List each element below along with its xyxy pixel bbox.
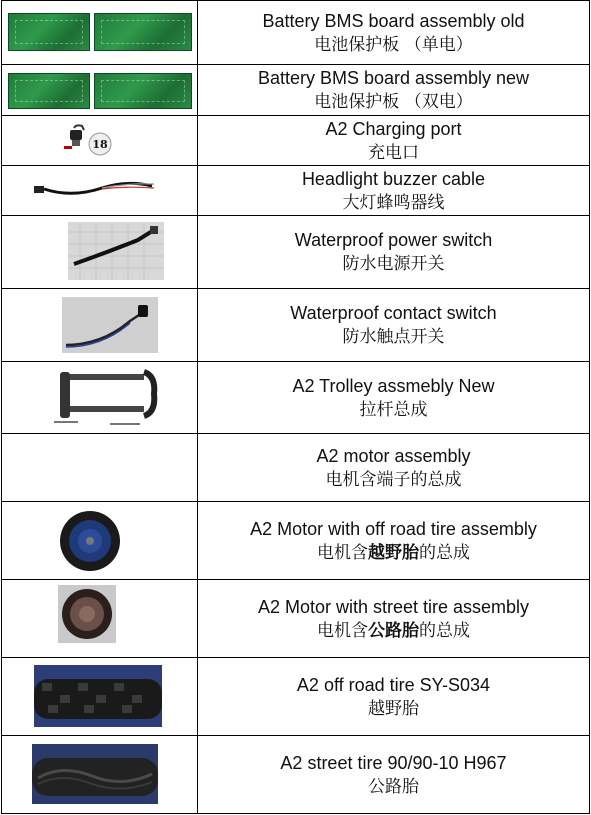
description-cell: [198, 116, 590, 166]
table-row: [2, 580, 590, 658]
chinese-name: 大灯蜂鸣器线: [342, 192, 445, 213]
description-cell: [198, 216, 590, 289]
street-tire-photo: [32, 744, 158, 804]
description-cell: [198, 434, 590, 502]
trolley-photo: [50, 366, 160, 430]
buzzer-cable-photo: [32, 174, 162, 204]
bms-board-old-photo: [94, 13, 192, 51]
image-cell: [2, 216, 198, 289]
description-cell: [198, 166, 590, 216]
description-cell: [198, 580, 590, 658]
chinese-name: 电池保护板 （单电）: [314, 34, 473, 55]
chinese-name: 越野胎: [368, 698, 419, 719]
street-motor-photo: [58, 585, 116, 643]
contact-switch-photo: [62, 297, 158, 353]
image-cell: [2, 116, 198, 166]
table-row: [2, 65, 590, 116]
bms-board-new-photo: [94, 73, 192, 109]
chinese-name: 防水触点开关: [342, 327, 445, 347]
english-name: A2 Motor with street tire assembly: [257, 596, 530, 617]
table-row: [2, 166, 590, 216]
image-cell: [2, 1, 198, 65]
bms-board-old-photo: [8, 13, 90, 51]
table-row: [2, 502, 590, 580]
chinese-name: 电机含公路胎的总成: [317, 620, 470, 641]
description-cell: [198, 658, 590, 736]
offroad-motor-photo: [58, 509, 122, 573]
english-name: Headlight buzzer cable: [301, 168, 486, 189]
chinese-name: 电池保护板 （双电）: [314, 92, 473, 112]
charging-port-badge: 18: [92, 138, 108, 151]
chinese-name: 充电口: [368, 142, 419, 163]
chinese-name: 电机含端子的总成: [325, 469, 462, 490]
description-cell: [198, 502, 590, 580]
english-name: A2 Charging port: [325, 118, 462, 139]
english-name: Battery BMS board assembly new: [257, 68, 530, 88]
chinese-name: 电机含越野胎的总成: [317, 542, 470, 563]
parts-table: [1, 0, 590, 814]
image-cell: [2, 65, 198, 116]
english-name: A2 Trolley assmebly New: [292, 375, 495, 396]
power-switch-photo: [68, 222, 164, 280]
english-name: Waterproof power switch: [294, 230, 493, 250]
description-cell: [198, 289, 590, 362]
english-name: A2 motor assembly: [316, 445, 471, 466]
description-cell: [198, 362, 590, 434]
english-name: A2 Motor with off road tire assembly: [250, 518, 537, 539]
chinese-name: 防水电源开关: [342, 254, 445, 274]
image-cell: [2, 580, 198, 658]
description-cell: [198, 736, 590, 814]
image-cell: [2, 289, 198, 362]
table-row: [2, 434, 590, 502]
table-row: [2, 736, 590, 814]
offroad-tire-photo: [34, 665, 162, 727]
table-row: [2, 362, 590, 434]
english-name: Battery BMS board assembly old: [262, 10, 525, 31]
chinese-name: 公路胎: [368, 776, 419, 797]
english-name: A2 off road tire SY-S034: [296, 674, 491, 695]
image-cell: [2, 166, 198, 216]
image-cell: [2, 362, 198, 434]
image-cell: [2, 658, 198, 736]
description-cell: [198, 65, 590, 116]
image-cell: [2, 736, 198, 814]
table-row: [2, 658, 590, 736]
english-name: Waterproof contact switch: [290, 303, 497, 323]
table-row: [2, 216, 590, 289]
image-cell: [2, 434, 198, 502]
table-row: [2, 289, 590, 362]
table-row: [2, 1, 590, 65]
description-cell: [198, 1, 590, 65]
chinese-name: 拉杆总成: [359, 399, 428, 420]
bms-board-new-photo: [8, 73, 90, 109]
table-row: [2, 116, 590, 166]
charging-port-photo: [62, 122, 132, 162]
english-name: A2 street tire 90/90-10 H967: [280, 752, 507, 773]
image-cell: [2, 502, 198, 580]
